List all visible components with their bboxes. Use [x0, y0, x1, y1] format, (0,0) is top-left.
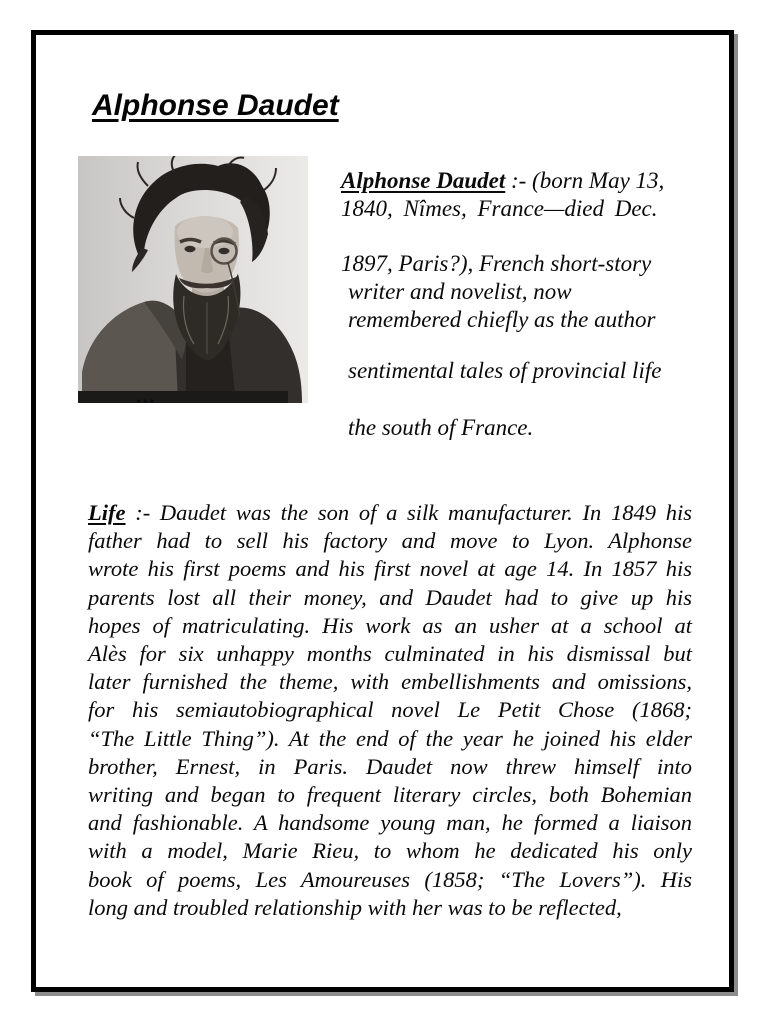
life-line: brother, Ernest, in Paris. Daudet now threw himself into	[88, 753, 692, 779]
portrait-photo-image	[78, 156, 308, 403]
life-line	[88, 499, 692, 527]
life-line: long and troubled relationship with her was to be reflected,	[88, 894, 622, 920]
intro-line: 1840, Nîmes, France—died Dec.	[341, 196, 658, 221]
life-line: Alès for six unhappy months culminated in his dismissal but	[88, 641, 692, 667]
life-line: writing and began to frequent literary circles, both Bohemian	[88, 782, 692, 808]
page-title	[92, 87, 339, 125]
life-line-1-rest: :- Daudet was the son of a silk manufacturer. In 1849 his	[125, 500, 692, 525]
intro-line-1-rest: :- (born May 13,	[505, 168, 665, 193]
intro-line: writer and novelist, now	[348, 279, 572, 304]
life-line: with a model, Marie Rieu, to whom he dedicated his only	[88, 838, 692, 864]
intro-paragraph	[341, 167, 711, 442]
intro-line	[341, 167, 711, 195]
page-title-text: Alphonse Daudet	[92, 89, 339, 122]
portrait-photo	[78, 156, 308, 403]
life-line: hopes of matriculating. His work as an usher at a school at	[88, 612, 692, 638]
life-line: later furnished the theme, with embellishments and omissions,	[88, 669, 692, 695]
life-heading: Life	[88, 500, 126, 525]
intro-line: remembered chiefly as the author	[348, 307, 656, 332]
intro-line: the south of France.	[348, 415, 534, 440]
life-line: and fashionable. A handsome young man, he formed a liaison	[88, 810, 692, 836]
life-line: parents lost all their money, and Daudet had to give up his	[88, 584, 692, 610]
document-page	[31, 30, 734, 992]
life-line: “The Little Thing”). At the end of the year he joined his elder	[88, 725, 692, 751]
intro-line: 1897, Paris?), French short-story	[341, 251, 652, 276]
intro-heading: Alphonse Daudet	[341, 168, 506, 193]
page-content	[36, 35, 729, 987]
photo-overlay-dots: ...	[136, 383, 156, 408]
life-line: book of poems, Les Amoureuses (1858; “The Lovers”). His	[88, 866, 692, 892]
life-line: wrote his first poems and his first novel at age 14. In 1857 his	[88, 556, 692, 582]
life-paragraph	[88, 499, 692, 922]
life-line: for his semiautobiographical novel Le Petit Chose (1868;	[88, 697, 692, 723]
intro-line: sentimental tales of provincial life	[348, 358, 662, 383]
life-line: father had to sell his factory and move to Lyon. Alphonse	[88, 528, 692, 554]
